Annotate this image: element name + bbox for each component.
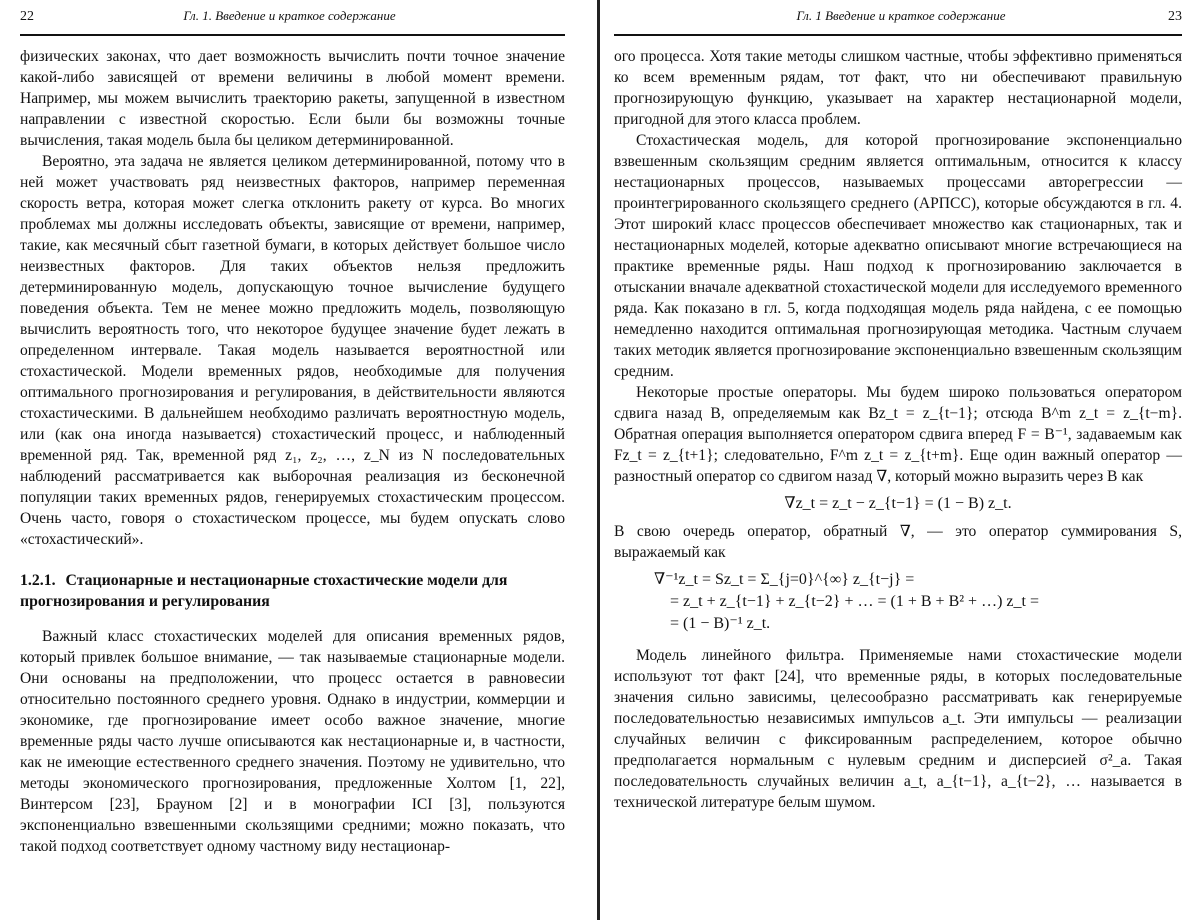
right-paragraph-5: Модель линейного фильтра. Применяемые нами стохастические модели используют тот факт [24], что временные ряды, в которых последовательные значения сильно зависимы, целесообразно рассматривать как генерируемые последовательностью независимых импульсов a_t. Эти импульсы — реализации случайных величин с фиксированным распределением, которое обычно предполагается нормальным с нулевым средним и дисперсией σ²_a. Такая последовательность случайных величин a_t, a_{t−1}, a_{t−2}, … называется в технической литературе белым шумом. <box>614 647 1182 811</box>
left-header-rule <box>20 34 565 36</box>
right-paragraph-1: ого процесса. Хотя такие методы слишком частные, чтобы эффективно применяться ко всем временным рядам, тот факт, что ни обеспечивают правильную прогнозирующую функцию, указывает на характер нестационарной модели, пригодной для этого класса проблем. <box>614 48 1182 128</box>
right-paragraph-3: Некоторые простые операторы. Мы будем широко пользоваться оператором сдвига назад B, определяемым как Bz_t = z_{t−1}; отсюда B^m z_t = z_{t−m}. Обратная операция выполняется оператором сдвига вперед F = B⁻¹, задаваемым как Fz_t = z_{t+1}; следовательно, F^m z_t = z_{t+m}. Еще один важный оператор — разностный оператор со сдвигом назад ∇, который можно выразить через B как <box>614 384 1182 485</box>
right-page-number: 23 <box>1168 9 1182 24</box>
section-number: 1.2.1. <box>20 572 56 589</box>
left-running-title: Гл. 1. Введение и краткое содержание <box>183 8 396 23</box>
right-header-rule <box>614 34 1182 36</box>
section-heading <box>20 570 565 612</box>
right-header <box>614 8 1182 34</box>
section-title: Стационарные и нестационарные стохастические модели для прогнозирования и регулирования <box>20 572 508 610</box>
left-page-number: 22 <box>20 9 34 24</box>
right-paragraph-2: Стохастическая модель, для которой прогнозирование экспоненциально взвешенным скользящим средним является оптимальным, относится к классу нестационарных процессов, называемых процессами авторегрессии — проинтегрированного скользящего среднего (АРПСС), которые обсуждаются в гл. 4. Этот широкий класс процессов обеспечивает множество как стационарных, так и нестационарных моделей, которые адекватно описывают многие встречающиеся на практике временные ряды. Наш подход к прогнозированию заключается в отыскании вначале адекватной стохастической модели для исследуемого временного ряда. Как показано в гл. 5, когда подходящая модель ряда найдена, с ее помощью немедленно находится оптимальная прогнозирующая методика. Частным случаем таких методик является прогнозирование экспоненциально взвешенным скользящим средним. <box>614 132 1182 380</box>
left-header <box>20 8 565 34</box>
left-paragraph-2: Вероятно, эта задача не является целиком детерминированной, потому что в ней может участвовать ряд неизвестных факторов, например переменная скорость ветра, которая может слегка отклонить ракету от курса. Во многих проблемах мы должны исследовать объекты, зависящие от времени, например, такие, как месячный сбыт газетной бумаги, в которых действует большое число неизвестных факторов. Для таких объектов нельзя предложить детерминированную модель, допускающую точное вычисление будущего поведения объекта. Тем не менее можно предложить модель, позволяющую вычислить вероятность того, что некоторое будущее значение будет лежать в определенном интервале. Такая модель называется вероятностной или стохастической. Модели временных рядов, необходимые для получения оптимального прогнозирования и регулирования, в действительности являются стохастическими. В дальнейшем необходимо различать вероятностную модель, или (как она иногда называется) стохастический процесс, и наблюденный временной ряд. Так, временной ряд z₁, z₂, …, z_N из N последовательных наблюдений рассматривается как выборочная реализация из бесконечной популяции таких временных рядов, генерируемых стохастическим процессом. Очень часто, говоря о стохастическом процессе, мы будем опускать слово «стохастический». <box>20 153 565 548</box>
formula-line-1: ∇⁻¹z_t = Sz_t = Σ_{j=0}^{∞} z_{t−j} = <box>654 571 915 588</box>
nabla-formula: ∇z_t = z_t − z_{t−1} = (1 − B) z_t. <box>784 495 1012 512</box>
right-paragraph-4: В свою очередь оператор, обратный ∇, — это оператор суммирования S, выражаемый как <box>614 523 1182 561</box>
formula-line-2: = z_t + z_{t−1} + z_{t−2} + … = (1 + B + B² + …) z_t = <box>654 593 1039 610</box>
summation-formula-block <box>654 569 1182 635</box>
left-paragraph-3: Важный класс стохастических моделей для описания временных рядов, который привлек большое внимание, — так называемые стационарные модели. Они основаны на предположении, что процесс остается в равновесии относительно постоянного среднего уровня. Однако в индустрии, коммерции и экономике, где прогнозирование имеет особо важное значение, многие временные ряды часто лучше описываются как нестационарные и, в частности, как не имеющие естественного среднего значения. Поэтому не удивительно, что методы экономического прогнозирования, предложенные Холтом [1, 22], Винтерсом [23], Брауном [2] и в монографии ICI [3], пользуются экспоненциально взвешенными скользящими средними; можно показать, что такой подход соответствует одному частному виду нестационар- <box>20 628 565 855</box>
formula-line-3: = (1 − B)⁻¹ z_t. <box>654 615 771 632</box>
left-page <box>0 0 595 920</box>
left-paragraph-1: физических законах, что дает возможность вычислить почти точное значение какой-либо зависящей от времени величины в любой момент времени. Например, мы можем вычислить траекторию ракеты, запущенной в известном направлении с известной скоростью. Если были бы возможны точные вычисления, такая модель была бы целиком детерминированной. <box>20 48 565 149</box>
right-page <box>600 0 1200 920</box>
right-running-title: Гл. 1 Введение и краткое содержание <box>796 8 1006 23</box>
